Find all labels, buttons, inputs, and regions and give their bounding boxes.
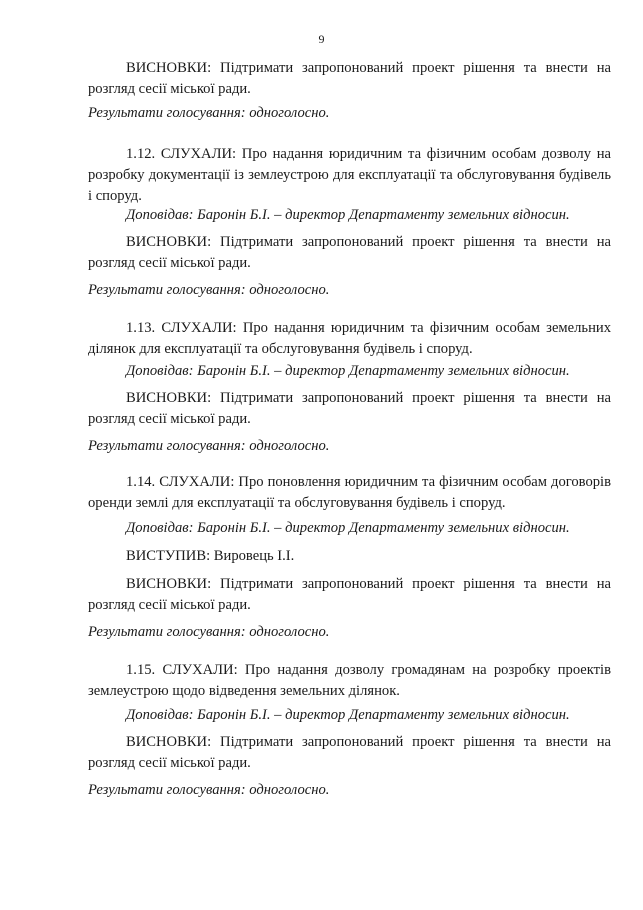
conclusion-paragraph: ВИСНОВКИ: Підтримати запропонований проект рішення та внести на розгляд сесії міської ради. — [88, 234, 611, 271]
conclusion-paragraph: ВИСНОВКИ: Підтримати запропонований проект рішення та внести на розгляд сесії міської ради. — [88, 390, 611, 427]
voting-result: Результати голосування: одноголосно. — [88, 282, 330, 298]
speaker-line: Доповідав: Баронін Б.І. – директор Департаменту земельних відносин. — [126, 363, 570, 379]
speaker-line: Доповідав: Баронін Б.І. – директор Департаменту земельних відносин. — [126, 707, 570, 723]
agenda-item-heard: 1.14. СЛУХАЛИ: Про поновлення юридичним та фізичним особам договорів оренди землі для експлуатації та обслуговування будівель і споруд. — [88, 474, 611, 511]
conclusion-paragraph: ВИСНОВКИ: Підтримати запропонований проект рішення та внести на розгляд сесії міської ради. — [88, 734, 611, 771]
voting-result: Результати голосування: одноголосно. — [88, 624, 330, 640]
voting-result: Результати голосування: одноголосно. — [88, 438, 330, 454]
conclusion-paragraph: ВИСНОВКИ: Підтримати запропонований проект рішення та внести на розгляд сесії міської ради. — [88, 576, 611, 613]
agenda-item-heard: 1.12. СЛУХАЛИ: Про надання юридичним та фізичним особам дозволу на розробку документації із землеустрою для експлуатації та обслуговування будівель і споруд. — [88, 146, 611, 204]
voting-result: Результати голосування: одноголосно. — [88, 782, 330, 798]
conclusion-paragraph: ВИСНОВКИ: Підтримати запропонований проект рішення та внести на розгляд сесії міської ради. — [88, 60, 611, 97]
speaker-line: Доповідав: Баронін Б.І. – директор Департаменту земельних відносин. — [126, 520, 570, 536]
page-number: 9 — [318, 32, 325, 46]
speaker-line: Доповідав: Баронін Б.І. – директор Департаменту земельних відносин. — [126, 207, 570, 223]
agenda-item-heard: 1.13. СЛУХАЛИ: Про надання юридичним та фізичним особам земельних ділянок для експлуатації та обслуговування будівель і споруд. — [88, 320, 611, 357]
speaker-statement: ВИСТУПИВ: Вировець І.І. — [126, 548, 295, 564]
agenda-item-heard: 1.15. СЛУХАЛИ: Про надання дозволу громадянам на розробку проектів землеустрою щодо відведення земельних ділянок. — [88, 662, 611, 699]
voting-result: Результати голосування: одноголосно. — [88, 105, 330, 121]
